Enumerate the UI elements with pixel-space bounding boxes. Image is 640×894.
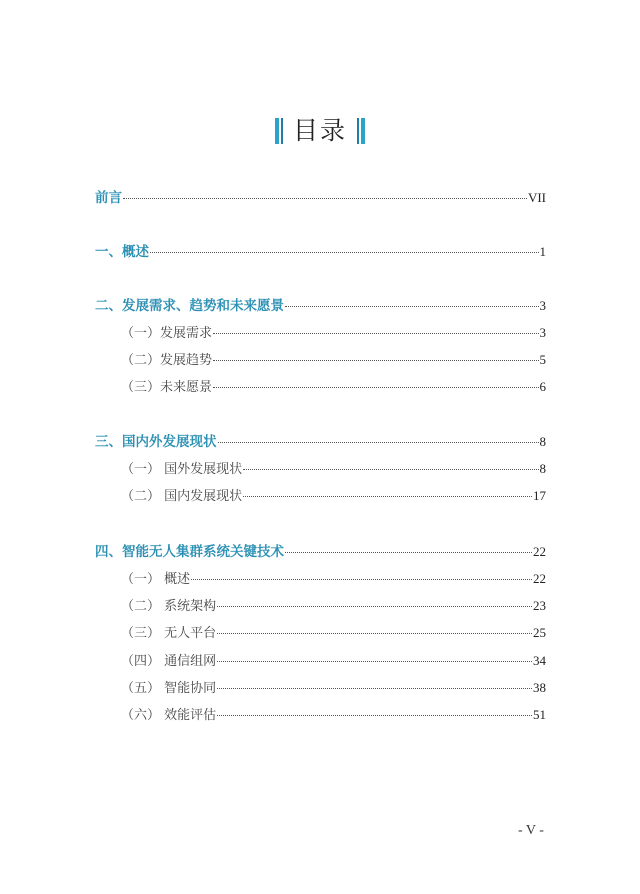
toc-section-entry[interactable]: [95, 622, 546, 642]
toc-entry-page: 1: [539, 244, 546, 259]
dot-leader: [191, 579, 532, 580]
toc-title: 目录: [292, 116, 347, 145]
toc-entry-label: （六） 效能评估: [121, 708, 217, 723]
dot-leader: [213, 360, 538, 361]
toc-section-entry[interactable]: [95, 458, 546, 478]
dot-leader: [217, 633, 532, 634]
dot-leader: [213, 333, 538, 334]
dot-leader: [217, 606, 532, 607]
toc-chapter-entry[interactable]: [95, 186, 546, 206]
toc-chapter-entry[interactable]: [95, 240, 546, 260]
toc-entry-page: 51: [533, 707, 546, 722]
dot-leader: [243, 469, 538, 470]
toc-entry-page: VII: [527, 190, 546, 205]
toc-chapter-entry[interactable]: [95, 294, 546, 314]
toc-entry-label: （三） 无人平台: [121, 626, 217, 641]
dot-leader: [213, 387, 538, 388]
toc-entry-page: 3: [539, 298, 546, 313]
toc-section-entry[interactable]: [95, 322, 546, 342]
toc-entry-page: 17: [533, 488, 546, 503]
toc-entry-page: 38: [533, 680, 546, 695]
toc-entry-label: （一） 国外发展现状: [121, 462, 243, 477]
dot-leader: [217, 688, 532, 689]
toc-section-entry[interactable]: [95, 650, 546, 670]
title-bar-right-icon: [357, 118, 365, 144]
toc-entry-label: （一） 概述: [121, 572, 191, 587]
toc-entry-label: （二）发展趋势: [121, 353, 213, 368]
dot-leader: [150, 252, 539, 253]
toc-section-entry[interactable]: [95, 677, 546, 697]
toc-entry-label: （一）发展需求: [121, 326, 213, 341]
toc-entry-page: 25: [533, 625, 546, 640]
toc-entry-label: （三）未来愿景: [121, 380, 213, 395]
toc-entry-page: 3: [539, 325, 546, 340]
dot-leader: [243, 496, 532, 497]
toc-entry-page: 22: [533, 571, 546, 586]
dot-leader: [218, 442, 539, 443]
toc-section-entry[interactable]: [95, 349, 546, 369]
toc-title-block: [0, 116, 640, 146]
toc-section-entry[interactable]: [95, 485, 546, 505]
toc-entry-page: 8: [539, 461, 546, 476]
toc-entry-label: （五） 智能协同: [121, 681, 217, 696]
toc-entry-page: 23: [533, 598, 546, 613]
toc-entry-label: 三、国内外发展现状: [95, 434, 217, 450]
toc-entry-page: 5: [539, 352, 546, 367]
page-number: - V -: [518, 823, 544, 838]
title-bar-left-icon: [275, 118, 283, 144]
toc-entry-page: 8: [539, 434, 546, 449]
dot-leader: [217, 661, 532, 662]
toc-entry-label: （四） 通信组网: [121, 654, 217, 669]
toc-entry-label: 前言: [95, 190, 122, 206]
toc-entry-page: 22: [533, 544, 546, 559]
dot-leader: [123, 198, 527, 199]
dot-leader: [217, 715, 532, 716]
dot-leader: [285, 552, 532, 553]
toc-entry-label: 一、概述: [95, 244, 149, 260]
toc-entry-label: 四、智能无人集群系统关键技术: [95, 544, 284, 560]
toc-entry-label: （二） 系统架构: [121, 599, 217, 614]
toc-entry-label: （二） 国内发展现状: [121, 489, 243, 504]
toc-section-entry[interactable]: [95, 704, 546, 724]
toc-section-entry[interactable]: [95, 595, 546, 615]
toc-section-entry[interactable]: [95, 376, 546, 396]
toc-section-entry[interactable]: [95, 568, 546, 588]
dot-leader: [285, 306, 539, 307]
toc-entry-page: 34: [533, 653, 546, 668]
toc-chapter-entry[interactable]: [95, 430, 546, 450]
toc-chapter-entry[interactable]: [95, 540, 546, 560]
toc-entry-page: 6: [539, 379, 546, 394]
toc-entry-label: 二、发展需求、趋势和未来愿景: [95, 298, 284, 314]
